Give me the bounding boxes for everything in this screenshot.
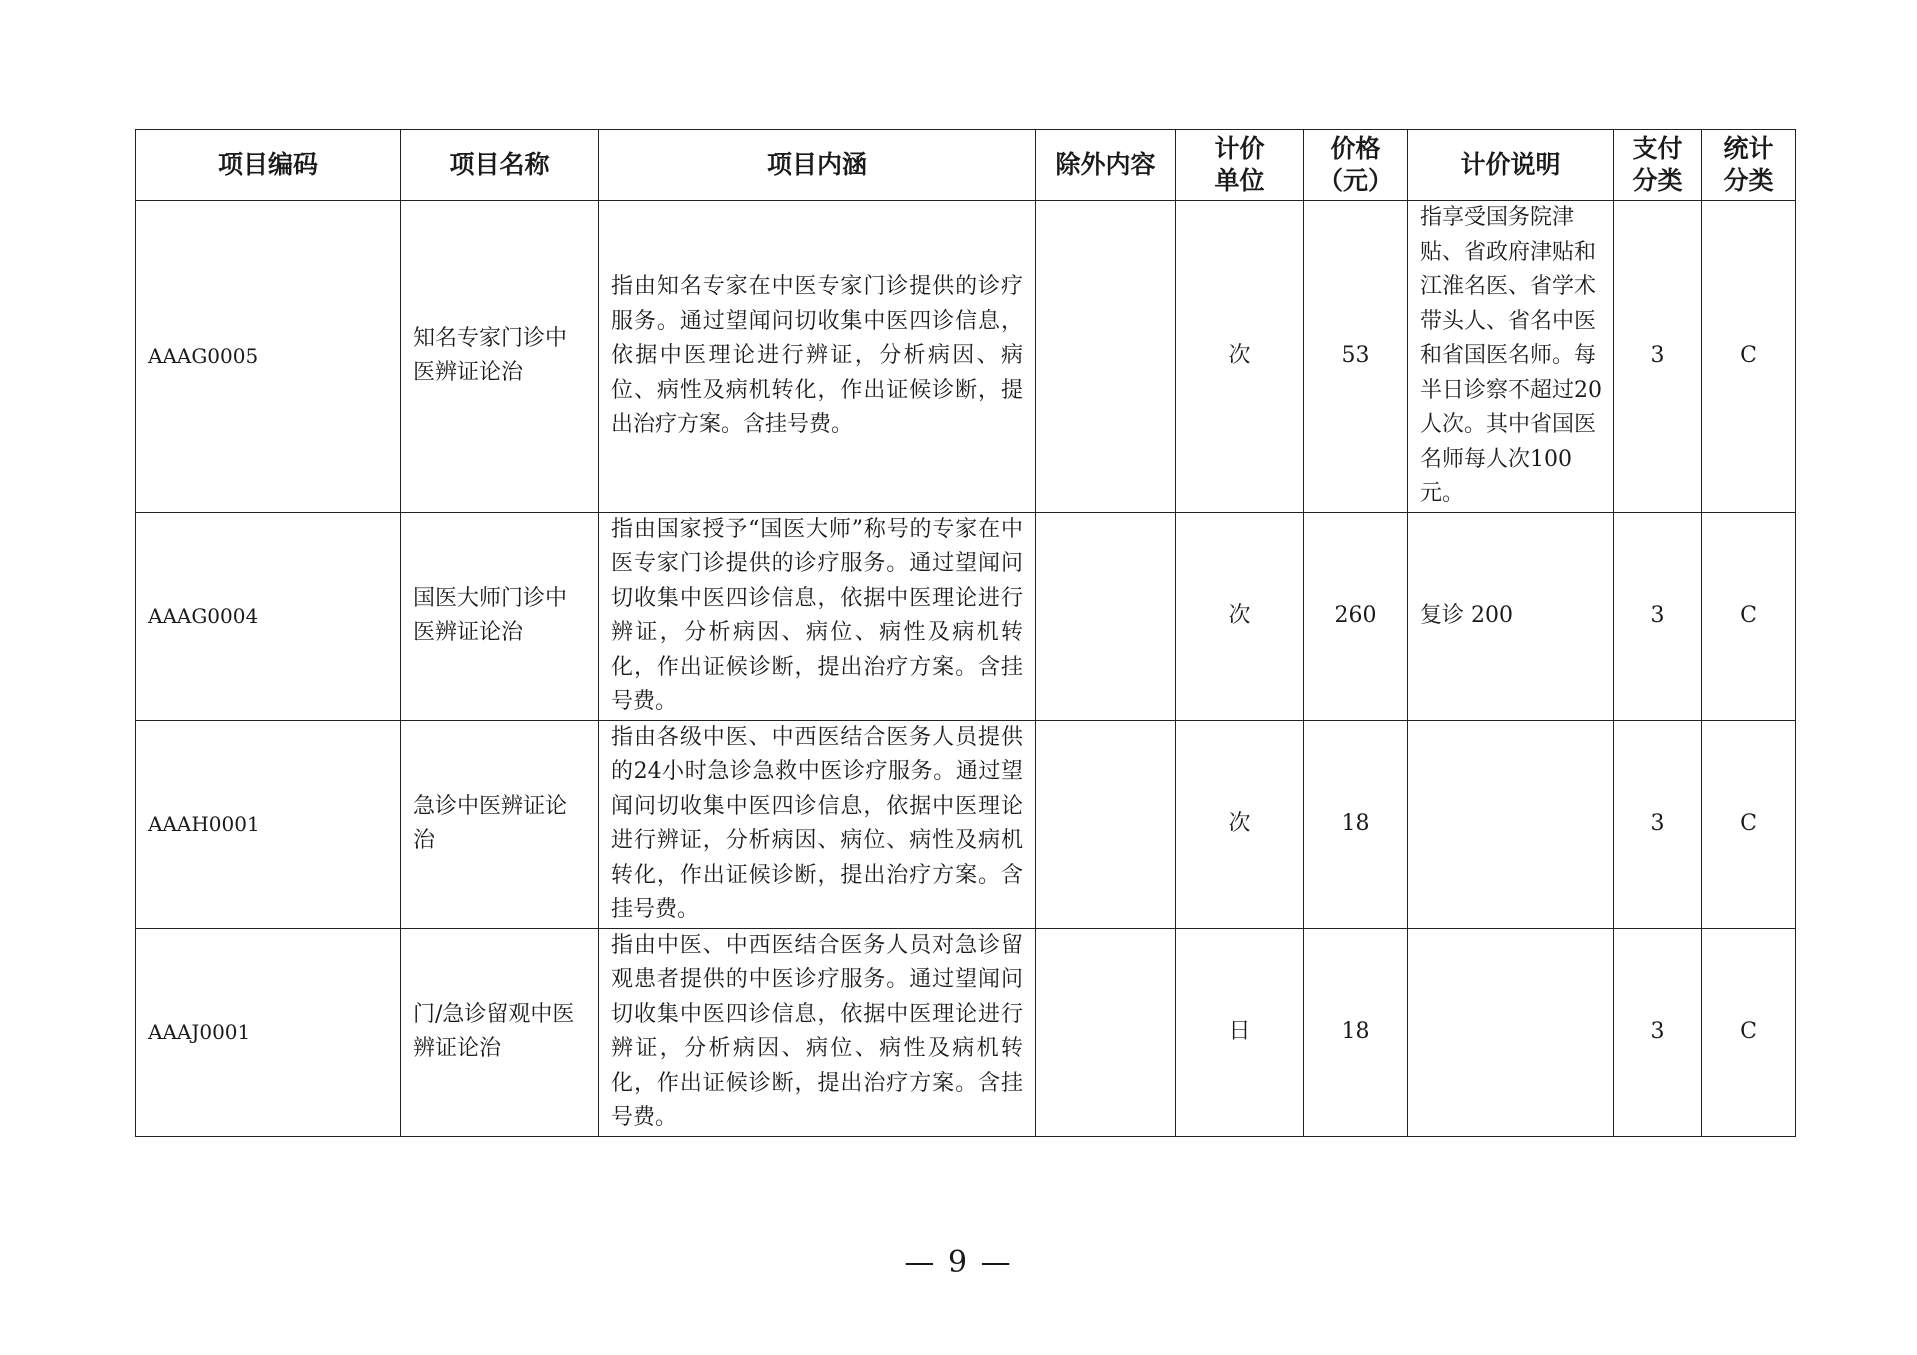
cell-stat: C (1702, 201, 1796, 513)
cell-unit: 次 (1176, 201, 1304, 513)
cell-price: 18 (1304, 720, 1408, 928)
header-stat: 统计 分类 (1702, 130, 1796, 201)
cell-unit: 次 (1176, 720, 1304, 928)
cell-content: 指由中医、中西医结合医务人员对急诊留观患者提供的中医诊疗服务。通过望闻问切收集中医四诊信息，依据中医理论进行辨证，分析病因、病位、病性及病机转化，作出证候诊断，提出治疗方案。含挂号费。 (599, 928, 1036, 1136)
table-row (136, 928, 1796, 1136)
header-note: 计价说明 (1408, 130, 1614, 201)
cell-excluded (1036, 720, 1176, 928)
cell-payment: 3 (1614, 201, 1702, 513)
header-price: 价格 （元） (1304, 130, 1408, 201)
cell-excluded (1036, 512, 1176, 720)
cell-name: 国医大师门诊中医辨证论治 (401, 512, 599, 720)
cell-unit: 次 (1176, 512, 1304, 720)
cell-stat: C (1702, 512, 1796, 720)
cell-content: 指由国家授予“国医大师”称号的专家在中医专家门诊提供的诊疗服务。通过望闻问切收集中医四诊信息，依据中医理论进行辨证，分析病因、病位、病性及病机转化，作出证候诊断，提出治疗方案。含挂号费。 (599, 512, 1036, 720)
header-unit: 计价 单位 (1176, 130, 1304, 201)
table-row (136, 201, 1796, 513)
cell-payment: 3 (1614, 928, 1702, 1136)
cell-price: 53 (1304, 201, 1408, 513)
cell-content: 指由知名专家在中医专家门诊提供的诊疗服务。通过望闻问切收集中医四诊信息，依据中医理论进行辨证，分析病因、病位、病性及病机转化，作出证候诊断，提出治疗方案。含挂号费。 (599, 201, 1036, 513)
fee-table (135, 129, 1796, 1137)
table-row (136, 720, 1796, 928)
header-payment: 支付 分类 (1614, 130, 1702, 201)
cell-name: 知名专家门诊中医辨证论治 (401, 201, 599, 513)
cell-name: 急诊中医辨证论治 (401, 720, 599, 928)
header-code: 项目编码 (136, 130, 401, 201)
header-excluded: 除外内容 (1036, 130, 1176, 201)
cell-price: 18 (1304, 928, 1408, 1136)
cell-payment: 3 (1614, 720, 1702, 928)
table-row (136, 512, 1796, 720)
header-name: 项目名称 (401, 130, 599, 201)
cell-excluded (1036, 928, 1176, 1136)
cell-code: AAAG0004 (136, 512, 401, 720)
cell-note: 指享受国务院津贴、省政府津贴和江淮名医、省学术带头人、省名中医和省国医名师。每半日诊察不超过20人次。其中省国医名师每人次100元。 (1408, 201, 1614, 513)
cell-code: AAAG0005 (136, 201, 401, 513)
cell-note: 复诊 200 (1408, 512, 1614, 720)
cell-note (1408, 928, 1614, 1136)
cell-code: AAAJ0001 (136, 928, 401, 1136)
cell-note (1408, 720, 1614, 928)
cell-unit: 日 (1176, 928, 1304, 1136)
cell-price: 260 (1304, 512, 1408, 720)
cell-excluded (1036, 201, 1176, 513)
page-number: — 9 — (904, 1245, 1013, 1280)
cell-code: AAAH0001 (136, 720, 401, 928)
cell-payment: 3 (1614, 512, 1702, 720)
cell-stat: C (1702, 928, 1796, 1136)
table-header-row (136, 130, 1796, 201)
cell-content: 指由各级中医、中西医结合医务人员提供的24小时急诊急救中医诊疗服务。通过望闻问切收集中医四诊信息，依据中医理论进行辨证，分析病因、病位、病性及病机转化，作出证候诊断，提出治疗方案。含挂号费。 (599, 720, 1036, 928)
cell-name: 门/急诊留观中医辨证论治 (401, 928, 599, 1136)
header-content: 项目内涵 (599, 130, 1036, 201)
cell-stat: C (1702, 720, 1796, 928)
